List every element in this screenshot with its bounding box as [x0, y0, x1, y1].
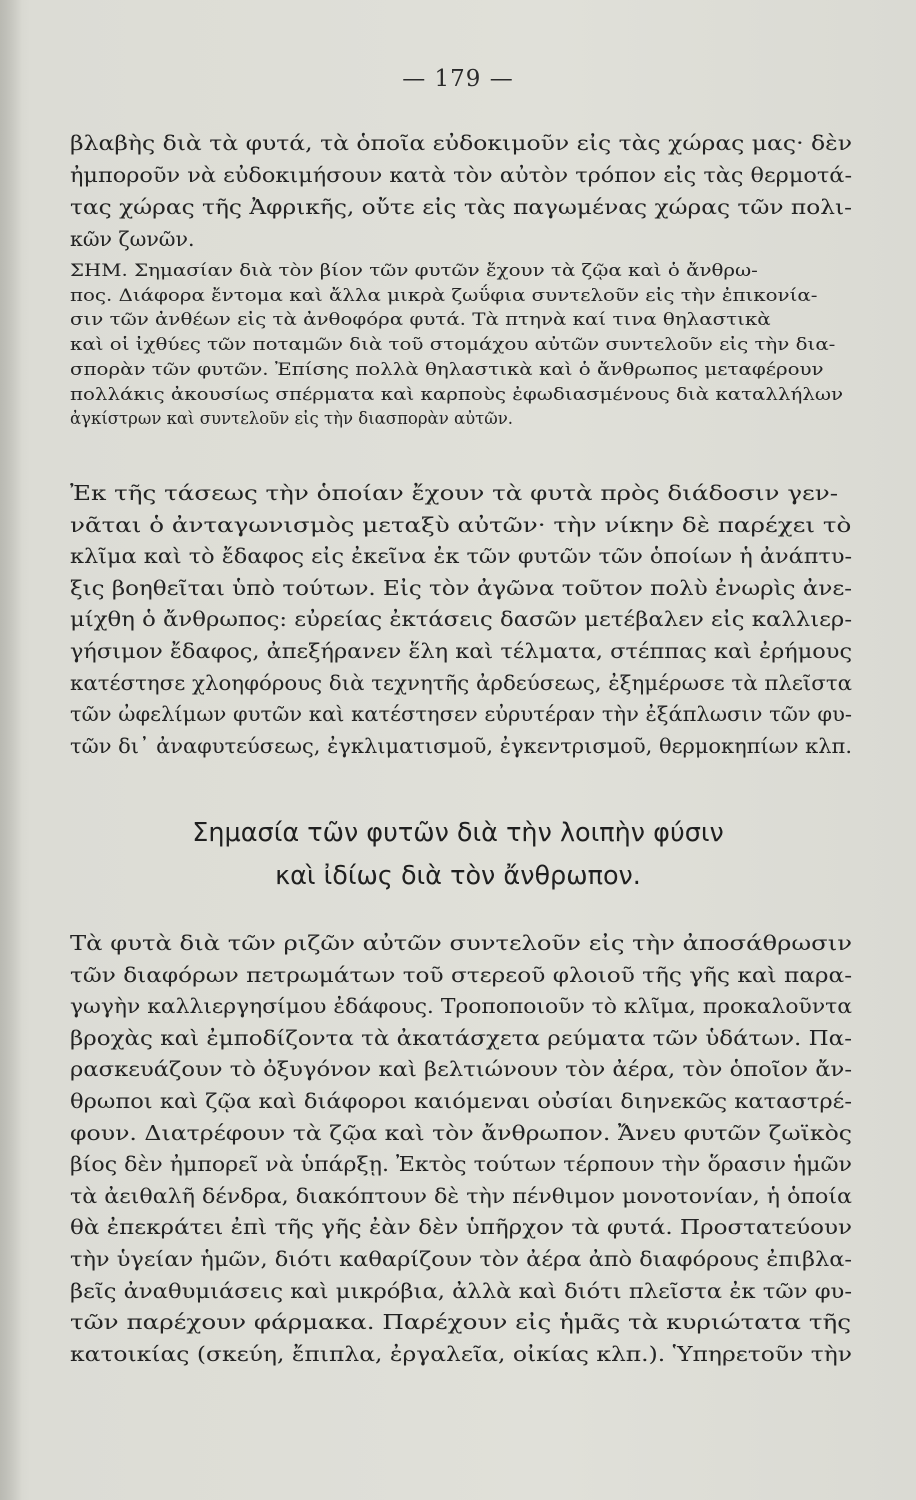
- binding-shadow: [0, 0, 22, 1500]
- text-line: τῶν δι᾿ ἀναφυτεύσεως, ἐγκλιματισμοῦ, ἐγκεντρισμοῦ, θερμοκηπίων κλπ.: [70, 733, 853, 758]
- page-number: — 179 —: [402, 66, 514, 92]
- text-line: νᾶται ὁ ἀνταγωνισμὸς μεταξὺ αὐτῶν· τὴν νίκην δὲ παρέχει τὸ: [70, 512, 852, 537]
- text-line: βλαβὴς διὰ τὰ φυτά, τὰ ὁποῖα εὐδοκιμοῦν εἰς τὰς χώρας μας· δὲν: [70, 131, 853, 155]
- text-line: τας χώρας τῆς Ἀφρικῆς, οὔτε εἰς τὰς παγωμένας χώρας τῶν πολι-: [70, 195, 852, 219]
- text-line: κατοικίας (σκεύη, ἔπιπλα, ἐργαλεῖα, οἰκίας κλπ.). Ὑπηρετοῦν τὴν: [70, 1341, 853, 1366]
- text-line: σπορὰν τῶν φυτῶν. Ἐπίσης πολλὰ θηλαστικὰ καὶ ὁ ἄνθρωπος μεταφέρουν: [70, 359, 824, 379]
- text-line: ξις βοηθεῖται ὑπὸ τούτων. Εἰς τὸν ἀγῶνα τοῦτον πολὺ ἐνωρὶς ἀνε-: [70, 575, 853, 600]
- text-line: μίχθη ὁ ἄνθρωπος: εὐρείας ἐκτάσεις δασῶν μετέβαλεν εἰς καλλιερ-: [70, 607, 853, 632]
- text-line: τὴν ὑγείαν ἡμῶν, διότι καθαρίζουν τὸν ἀέρα ἀπὸ διαφόρους ἐπιβλα-: [70, 1247, 853, 1271]
- text-line: θρωποι καὶ ζῷα καὶ διάφοροι καιόμεναι οὐσίαι διηνεκῶς καταστρέ-: [70, 1089, 852, 1113]
- text-line: ΣΗΜ. Σημασίαν διὰ τὸν βίον τῶν φυτῶν ἔχουν τὰ ζῷα καὶ ὁ ἄνθρω-: [70, 261, 758, 280]
- text-line: πος. Διάφορα ἔντομα καὶ ἄλλα μικρὰ ζωΰφια συντελοῦν εἰς τὴν ἐπικονία-: [70, 285, 818, 305]
- text-line: κατέστησε χλοηφόρους διὰ τεχνητῆς ἀρδεύσεως, ἐξημέρωσε τὰ πλεῖστα: [70, 670, 853, 695]
- text-line: βίος δὲν ἠμπορεῖ νὰ ὑπάρξῃ. Ἐκτὸς τούτων τέρπουν τὴν ὅρασιν ἡμῶν: [70, 1152, 852, 1177]
- text-line: ἀγκίστρων καὶ συντελοῦν εἰς τὴν διασπορὰν αὐτῶν.: [70, 409, 514, 429]
- text-line: γήσιμον ἔδαφος, ἀπεξήρανεν ἕλη καὶ τέλματα, στέππας καὶ ἐρήμους: [70, 639, 853, 663]
- text-line: τῶν διαφόρων πετρωμάτων τοῦ στερεοῦ φλοιοῦ τῆς γῆς καὶ παρα-: [70, 962, 853, 987]
- text-line: φουν. Διατρέφουν τὰ ζῷα καὶ τὸν ἄνθρωπον. Ἄνευ φυτῶν ζωϊκὸς: [70, 1120, 853, 1145]
- text-line: τῶν ὠφελίμων φυτῶν καὶ κατέστησεν εὐρυτέραν τὴν ἐξάπλωσιν τῶν φυ-: [70, 702, 853, 727]
- text-line: ρασκευάζουν τὸ ὀξυγόνον καὶ βελτιώνουν τὸν ἀέρα, τὸν ὁποῖον ἄν-: [70, 1057, 852, 1082]
- text-line: τὰ ἀειθαλῆ δένδρα, διακόπτουν δὲ τὴν πένθιμον μονοτονίαν, ἡ ὁποία: [70, 1183, 852, 1208]
- section-heading-line-1: Σημασία τῶν φυτῶν διὰ τὴν λοιπὴν φύσιν: [192, 818, 724, 848]
- text-line: βροχὰς καὶ ἐμποδίζοντα τὰ ἀκατάσχετα ρεύματα τῶν ὑδάτων. Πα-: [70, 1025, 852, 1050]
- text-line: τῶν παρέχουν φάρμακα. Παρέχουν εἰς ἡμᾶς τὰ κυριώτατα τῆς: [70, 1310, 851, 1335]
- text-line: Τὰ φυτὰ διὰ τῶν ριζῶν αὐτῶν συντελοῦν εἰς τὴν ἀποσάθρωσιν: [70, 931, 852, 955]
- text-line: κλῖμα καὶ τὸ ἔδαφος εἰς ἐκεῖνα ἐκ τῶν φυτῶν τῶν ὁποίων ἡ ἀνάπτυ-: [70, 544, 853, 569]
- text-line: κῶν ζωνῶν.: [70, 227, 195, 251]
- text-line: γωγὴν καλλιεργησίμου ἐδάφους. Τροποποιοῦν τὸ κλῖμα, προκαλοῦντα: [70, 994, 852, 1019]
- text-line: σιν τῶν ἀνθέων εἰς τὰ ἀνθοφόρα φυτά. Τὰ πτηνὰ καί τινα θηλαστικὰ: [70, 310, 771, 330]
- text-line: πολλάκις ἀκουσίως σπέρματα καὶ καρποὺς ἐφωδιασμένους διὰ καταλλήλων: [70, 384, 844, 404]
- text-line: καὶ οἱ ἰχθύες τῶν ποταμῶν διὰ τοῦ στομάχου αὐτῶν συντελοῦν εἰς τὴν δια-: [70, 335, 836, 355]
- text-line: ἠμποροῦν νὰ εὐδοκιμήσουν κατὰ τὸν αὐτὸν τρόπον εἰς τὰς θερμοτά-: [70, 163, 853, 187]
- text-line: βεῖς ἀναθυμιάσεις καὶ μικρόβια, ἀλλὰ καὶ διότι πλεῖστα ἐκ τῶν φυ-: [70, 1278, 852, 1303]
- text-line: Ἐκ τῆς τάσεως τὴν ὁποίαν ἔχουν τὰ φυτὰ πρὸς διάδοσιν γεν-: [70, 481, 839, 505]
- text-line: θὰ ἐπεκράτει ἐπὶ τῆς γῆς ἐὰν δὲν ὑπῆρχον τὰ φυτά. Προστατεύουν: [70, 1215, 853, 1240]
- section-heading-line-2: καὶ ἰδίως διὰ τὸν ἄνθρωπον.: [275, 861, 641, 891]
